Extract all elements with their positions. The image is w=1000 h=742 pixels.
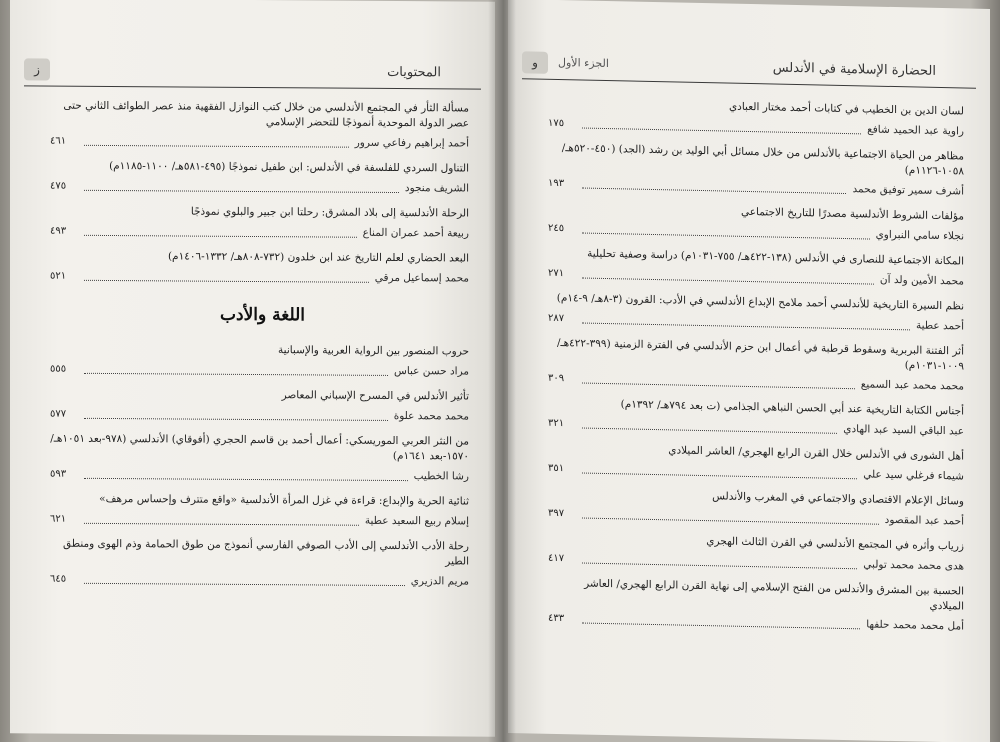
entry-author: محمد الأمين ولد آن [879,273,964,288]
leader-dots [84,364,388,375]
leader-dots [582,419,837,433]
toc-entry [548,201,970,245]
entry-author-row [50,223,475,242]
entry-author-row [50,406,475,425]
entry-author: شيماء فرغلي سيد علي [863,468,964,483]
entry-author-row [548,370,970,395]
leader-dots [84,181,399,192]
entry-author-row [50,511,475,530]
entry-author-row [50,178,475,197]
entry-author-row [548,460,970,485]
toc-entry [548,336,970,395]
entry-author: محمد محمد عبد السميع [860,378,964,393]
entry-author-row [50,268,475,287]
section-heading: اللغة والأدب [220,304,305,326]
leader-dots [84,514,359,525]
entry-page: ١٧٥ [548,117,565,129]
entry-author: أحمد عبد المقصود [884,513,964,528]
leader-dots [582,464,857,479]
entry-title: من النثر العربي الموريسكي: أعمال أحمد بن قاسم الحجري (أفوقاي) الأندلسي (٩٧٨-بعد ١٠٥١هـ/ ١٥٧٠-بعد ١٦٤١م) [50,432,469,463]
entry-page: ٥٢١ [50,270,67,282]
left-entries [50,99,475,600]
leader-dots [582,314,910,330]
entry-page: ٣٠٩ [548,372,565,384]
entry-title: أثر الفتنة البربرية وسقوط قرطبة في أعمال ابن حزم الأندلسي في الفترة الزمنية (٣٩٩-٤٢٢هـ/ ١٠٠٩-١٠٣١م) [557,336,964,373]
toc-entry [548,396,970,440]
entry-page: ٥٥٥ [50,363,67,375]
entry-author-row [50,361,475,380]
entry-author-row [50,133,475,152]
toc-entry [548,531,970,575]
entry-author-row [548,175,970,200]
leader-dots [582,374,855,389]
entry-title: زرياب وأثره في المجتمع الأندلسي في القرن الثالث الهجري [706,535,964,553]
entry-author: ربيعة أحمد عمران المناع [362,226,469,240]
entry-author-row [548,115,970,140]
entry-title: الحسبة بين المشرق والأندلس من الفتح الإسلامي إلى نهاية القرن الرابع الهجري/ العاشر الميلادي [584,577,964,613]
entry-author: مريم الدزيري [410,575,469,588]
entry-page: ٤٧٥ [50,180,67,192]
entry-title: مؤلفات الشروط الأندلسية مصدرًا للتاريخ الاجتماعي [741,205,964,223]
entry-author: رشا الخطيب [413,470,469,483]
entry-title: التناول السردي للفلسفة في الأندلس: ابن طفيل نموذجًا (٤٩٥-٥٨١هـ/ ١١٠٠-١١٨٥م) [109,159,469,175]
toc-entry [548,486,970,530]
right-page [508,0,990,742]
entry-title: تأثير الأندلس في المسرح الإسباني المعاصر [281,389,469,403]
entry-author: محمد محمد علوة [393,409,469,423]
entry-page: ٥٩٣ [50,468,67,480]
entry-author-row [548,415,970,440]
left-header-title: المحتويات [387,64,441,81]
entry-title: حروب المنصور بين الرواية العربية والإسبانية [278,344,469,358]
toc-entry [548,96,970,140]
entry-author: مراد حسن عباس [394,364,469,378]
toc-entry [548,141,970,200]
entry-page: ٣٩٧ [548,507,565,519]
toc-entry [50,99,475,152]
leader-dots [84,136,349,147]
entry-page: ٤٩٣ [50,225,67,237]
entry-author-row [548,310,970,335]
entry-title: المكانة الاجتماعية للنصارى في الأندلس (١٣٨-٤٢٢هـ/ ٧٥٥-١٠٣١م) دراسة وصفية تحليلية [587,247,964,268]
toc-entry [548,246,970,290]
entry-author-row [548,220,970,245]
entry-title: لسان الدين بن الخطيب في كتابات أحمد مختار العبادي [728,100,964,118]
toc-entry [50,342,475,380]
entry-title: ثنائية الحرية والإبداع: قراءة في غزل المرأة الأندلسية «واقع متترف وإحساس مرهف» [99,492,469,508]
entry-title: وسائل الإعلام الاقتصادي والاجتماعي في المغرب والأندلس [712,490,964,508]
entry-author-row [548,505,970,530]
right-header-title: الحضارة الإسلامية في الأندلس [772,60,936,79]
entry-page: ١٩٣ [548,177,565,189]
left-running-header [24,56,481,89]
toc-entry [50,159,475,197]
entry-author: عبد الباقي السيد عبد الهادي [843,422,964,438]
entry-author: أحمد عطية [915,319,964,333]
leader-dots [582,179,846,194]
entry-page: ٤٦١ [50,135,67,147]
toc-entry [50,204,475,242]
left-page-number: ز [24,58,50,80]
entry-author-row [50,466,475,485]
toc-entry [50,537,475,590]
entry-author: أحمد إبراهيم رفاعي سرور [354,136,469,150]
entry-title: أهل الشورى في الأندلس خلال القرن الرابع الهجري/ العاشر الميلادي [668,444,964,463]
entry-page: ٢٤٥ [548,222,565,234]
entry-page: ٣٥١ [548,462,565,474]
entry-page: ٥٧٧ [50,408,67,420]
entry-author-row [548,610,970,635]
entry-title: مظاهر من الحياة الاجتماعية بالأندلس من خلال مسائل أبي الوليد بن رشد (الجد) (٤٥٠-٥٢٠هـ/ ١٠٥٨-١١٢٦م) [561,142,964,178]
toc-entry [548,291,970,335]
entry-author: نجلاء سامي النبراوي [875,228,964,243]
leader-dots [84,574,405,585]
entry-author-row [548,265,970,290]
leader-dots [582,224,870,239]
right-header-part: الجزء الأول [558,55,609,71]
entry-page: ٦٢١ [50,513,67,525]
leader-dots [582,119,861,134]
entry-author: أمل محمد محمد حلفها [866,618,964,633]
leader-dots [84,226,357,237]
entry-title: رحلة الأدب الأندلسي إلى الأدب الصوفي الفارسي أنموذج من طوق الحمامة وذم الهوى ومنطق الطير [62,537,469,568]
toc-entry [548,576,970,635]
entry-page: ٢٨٧ [548,312,565,324]
entry-title: أجناس الكتابة التاريخية عند أبي الحسن النباهي الجذامي (ت بعد ٧٩٤هـ/ ١٣٩٢م) [620,398,964,418]
entry-author: محمد إسماعيل مرقي [374,271,469,285]
entry-title: مسألة الثأر في المجتمع الأندلسي من خلال كتب النوازل الفقهية منذ عصر الطوائف الثاني حتى عصر الدولة الموحدية أنموذجًا للتحضر الإسلامي [63,99,469,130]
toc-entry [50,492,475,530]
entry-title: البعد الحضاري لعلم التاريخ عند ابن خلدون (٧٣٢-٨٠٨هـ/ ١٣٣٢-١٤٠٦م) [167,250,469,265]
entry-author: أشرف سمير توفيق محمد [852,183,964,198]
leader-dots [84,469,408,480]
entry-author: الشريف منجود [404,182,469,195]
entry-page: ٤١٧ [548,552,565,564]
entry-page: ٣٢١ [548,417,565,429]
entry-page: ٤٣٣ [548,612,565,624]
entry-page: ٢٧١ [548,267,565,279]
toc-entry [50,387,475,425]
leader-dots [84,271,369,282]
leader-dots [582,509,879,524]
toc-entry [548,441,970,485]
entry-author-row [50,571,475,590]
right-entries [548,96,970,645]
right-page-number: و [522,51,548,74]
entry-author-row [548,550,970,575]
entry-author: إسلام ربيع السعيد عطية [364,514,469,528]
book-gutter-shadow [488,0,516,742]
left-page [10,0,495,737]
leader-dots [582,554,857,569]
leader-dots [582,269,874,284]
leader-dots [84,409,388,420]
toc-entry [50,432,475,485]
leader-dots [582,614,860,629]
toc-entry [50,249,475,287]
entry-title: نظم السيرة التاريخية للأندلسي أحمد ملامح الإبداع الأندلسي في الأدب: القرون (٣-٨هـ/ ٩-١٤م) [556,291,964,313]
entry-author: راوية عبد الحميد شافع [867,123,964,138]
entry-page: ٦٤٥ [50,573,67,585]
entry-author: هدى محمد محمد تولبي [863,558,964,573]
entry-title: الرحلة الأندلسية إلى بلاد المشرق: رحلتا ابن جبير والبلوي نموذجًا [190,205,469,220]
right-running-header [522,49,976,89]
